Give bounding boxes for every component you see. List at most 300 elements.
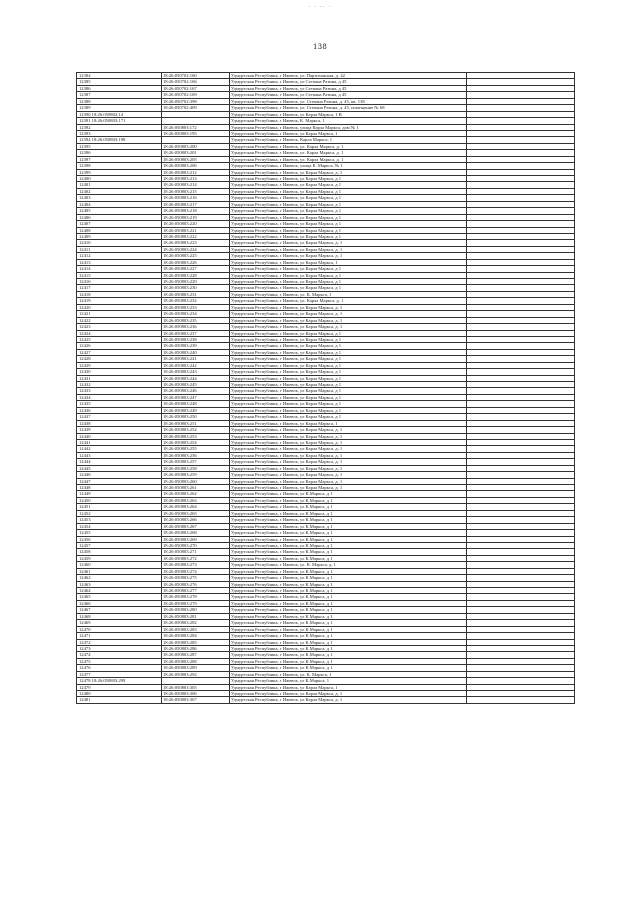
cadastral-number: 18:26:050803:235 — [162, 317, 230, 323]
row-number: 12431 — [79, 375, 91, 381]
address: Удмуртская Республика, г Ижевск, ул Карла Маркса, д 1 — [230, 375, 467, 381]
row-number: 12393 — [79, 130, 91, 136]
row-number: 12414 — [79, 266, 91, 272]
cadastral-number: 18:26:050803:258 — [162, 465, 230, 471]
address: Удмуртская Республика, г Ижевск, ул Карла Маркса, д. 1 — [230, 324, 467, 330]
row-number: 12457 — [79, 542, 91, 548]
cadastral-number: 18:26:050803:232 — [162, 298, 230, 304]
empty-cell — [467, 697, 575, 703]
row-number: 12403 — [79, 195, 91, 201]
address: Удмуртская Республика, г Ижевск, ул Карла Маркса, д. 1 — [230, 427, 467, 433]
cadastral-number: 18:26:050803:256 — [162, 452, 230, 458]
row-number: 12398 — [79, 163, 91, 169]
row-number: 12477 — [79, 671, 91, 677]
cadastral-number-left: 18:26:050802:14 — [91, 111, 124, 117]
row-number: 12400 — [79, 176, 91, 182]
row-number: 12416 — [79, 279, 91, 285]
cadastral-number: 18:26:050803:240 — [162, 349, 230, 355]
address: Удмуртская Республика, г Ижевск, ул Карла Маркса, 1 — [230, 130, 467, 136]
row-number: 12448 — [79, 485, 91, 491]
scan-marks: · · ·· · — [308, 4, 332, 11]
cadastral-number: 18:26:050803:246 — [162, 388, 230, 394]
address: Удмуртская Республика, г Ижевск, ул Карла Маркса, д 1 — [230, 394, 467, 400]
address: Удмуртская Республика, г Ижевск, ул. К. Маркса, д. 1 — [230, 562, 467, 568]
row-number: 12396 — [79, 150, 91, 156]
row-number: 12469 — [79, 620, 91, 626]
cadastral-number: 18:26:050803:255 — [162, 446, 230, 452]
address: Удмуртская Республика, г Ижевск, ул Карла Маркса, д 1 — [230, 279, 467, 285]
row-number: 12427 — [79, 349, 91, 355]
cadastral-number: 18:26:050803:227 — [162, 266, 230, 272]
cadastral-number: 18:26:050803:241 — [162, 356, 230, 362]
row-number: 12467 — [79, 607, 91, 613]
address: Удмуртская Республика, г Ижевск, ул Карла Маркса, д. 1 — [230, 240, 467, 246]
cadastral-number: 18:26:050803:261 — [162, 485, 230, 491]
row-number: 12455 — [79, 530, 91, 536]
cadastral-number: 18:26:050803:276 — [162, 581, 230, 587]
row-number: 12389 — [79, 105, 91, 111]
row-number: 12442 — [79, 446, 91, 452]
row-number: 12480 — [79, 691, 91, 697]
address: Удмуртская Республика, г Ижевск, ул К.Маркса, д 1 — [230, 575, 467, 581]
cadastral-number: 18:26:050803:234 — [162, 311, 230, 317]
row-number: 12385 — [79, 79, 91, 85]
address: Удмуртская Республика, г Ижевск, ул. Карла Маркса, д. 1 — [230, 150, 467, 156]
address: Удмуртская Республика, г Ижевск, ул К.Маркса, д 1 — [230, 497, 467, 503]
row-number: 12404 — [79, 201, 91, 207]
cadastral-number: 18:26:050803:281 — [162, 613, 230, 619]
address: Удмуртская Республика, г Ижевск, ул К.Маркса, д 1 — [230, 517, 467, 523]
row-number: 12432 — [79, 382, 91, 388]
row-number: 12394 — [79, 137, 91, 143]
row-number: 12420 — [79, 304, 91, 310]
row-number: 12390 — [79, 111, 91, 117]
cadastral-number: 18:26:050803:288 — [162, 658, 230, 664]
address: Удмуртская Республика, г Ижевск, ул Степана Разина, д 45 — [230, 85, 467, 91]
row-number: 12388 — [79, 98, 91, 104]
address: Удмуртская Республика, г Ижевск, ул Карла Маркса, д 1 — [230, 414, 467, 420]
cadastral-number: 18:26:050803:216 — [162, 195, 230, 201]
address: Удмуртская Республика, г Ижевск, ул Карла Маркса, д. 1 — [230, 478, 467, 484]
row-number: 12422 — [79, 317, 91, 323]
row-number: 12410 — [79, 240, 91, 246]
cadastral-number: 18:26:050803:230 — [162, 285, 230, 291]
address: Удмуртская Республика, г Ижевск, ул К.Маркса, д 1 — [230, 588, 467, 594]
cadastral-number: 18:26:050702:398 — [162, 98, 230, 104]
row-number: 12464 — [79, 588, 91, 594]
address: Удмуртская Республика, г Ижевск, ул Карла Маркса, д 1 — [230, 382, 467, 388]
address: Удмуртская Республика, г Ижевск, ул Карла Маркса, д 1 — [230, 227, 467, 233]
cadastral-number: 18:26:050803:205 — [162, 156, 230, 162]
row-number: 12392 — [79, 124, 91, 130]
row-number: 12461 — [79, 568, 91, 574]
address: Удмуртская Республика, г Ижевск, ул Карла Маркса, д 1 — [230, 349, 467, 355]
row-number: 12474 — [79, 652, 91, 658]
cadastral-number: 18:26:050702:166 — [162, 79, 230, 85]
address: Удмуртская Республика, г Ижевск, ул К.Маркса, д 1 — [230, 639, 467, 645]
row-number: 12399 — [79, 169, 91, 175]
address: Удмуртская Республика, г Ижевск, ул К.Маркса, д 1 — [230, 600, 467, 606]
cadastral-number: 18:26:050702:409 — [162, 105, 230, 111]
address: Удмуртская Республика, г Ижевск, ул Степана Разина, д 45 — [230, 79, 467, 85]
row-number: 12402 — [79, 188, 91, 194]
address: Удмуртская Республика, г Ижевск, ул К.Маркса, д 1 — [230, 645, 467, 651]
row-number: 12468 — [79, 613, 91, 619]
row-number: 12475 — [79, 658, 91, 664]
page-number: 138 — [313, 43, 327, 51]
address: Удмуртская Республика, г Ижевск, ул. К. Маркса, 1 — [230, 671, 467, 677]
row-number: 12436 — [79, 407, 91, 413]
row-number: 12395 — [79, 143, 91, 149]
row-number: 12450 — [79, 497, 91, 503]
row-number: 12462 — [79, 575, 91, 581]
address: Удмуртская Республика, г Ижевск, ул Карла Маркса, 1 — [230, 420, 467, 426]
address: Удмуртская Республика, г Ижевск, ул К.Маркса, д 1 — [230, 658, 467, 664]
row-number: 12425 — [79, 336, 91, 342]
row-number: 12421 — [79, 311, 91, 317]
cadastral-number: 18:26:050803:260 — [162, 478, 230, 484]
row-number: 12387 — [79, 92, 91, 98]
row-number: 12397 — [79, 156, 91, 162]
address: Удмуртская Республика, г Ижевск, ул Карла Маркса, д 1 — [230, 221, 467, 227]
cadastral-number: 18:26:050803:263 — [162, 497, 230, 503]
cadastral-number: 18:26:050803:223 — [162, 240, 230, 246]
cadastral-number: 18:26:050803:273 — [162, 562, 230, 568]
cadastral-number: 18:26:050803:275 — [162, 575, 230, 581]
address: Удмуртская Республика, г Ижевск, ул К.Маркса, д 1 — [230, 633, 467, 639]
row-number: 12406 — [79, 214, 91, 220]
cadastral-number-left: 18:26:050803:299 — [91, 678, 126, 684]
address: Удмуртская Республика, г Ижевск, ул Карла Маркса, д. 1 — [230, 246, 467, 252]
address: Удмуртская Республика, г Ижевск, улица К. Маркса, № 1 — [230, 163, 467, 169]
cadastral-number: 18:26:050803:222 — [162, 233, 230, 239]
cadastral-number: 18:26:050803:218 — [162, 208, 230, 214]
address: Удмуртская Республика, г Ижевск, ул Карла Маркса, д. 1 — [230, 485, 467, 491]
row-number: 12449 — [79, 491, 91, 497]
registry-table-body — [77, 73, 575, 704]
address: Удмуртская Республика, г Ижевск, ул. Карла Маркса, д. 1 — [230, 143, 467, 149]
cadastral-number: 18:26:050803:266 — [162, 517, 230, 523]
row-number: 12435 — [79, 401, 91, 407]
address: Удмуртская Республика, г Ижевск, ул. Степана Разина, д. 45, помещение № 68 — [230, 105, 467, 111]
cadastral-number: 18:26:050803:239 — [162, 343, 230, 349]
address: Удмуртская Республика, г Ижевск, ул К.Маркса, д 1 — [230, 594, 467, 600]
address: Удмуртская Республика, г Ижевск, ул К.Маркса, д 1 — [230, 504, 467, 510]
address: Удмуртская Республика, г Ижевск, ул Карла Маркса, д 1 — [230, 356, 467, 362]
row-number: 12473 — [79, 645, 91, 651]
row-number: 12424 — [79, 330, 91, 336]
row-number: 12471 — [79, 633, 91, 639]
row-number: 12453 — [79, 517, 91, 523]
address: Удмуртская Республика, г Ижевск, ул Карла Маркса, д 1 — [230, 272, 467, 278]
address: Удмуртская Республика, г Ижевск, Карла Маркса, 1 — [230, 137, 467, 143]
cadastral-number: 18:26:050803:259 — [162, 472, 230, 478]
cadastral-number: 18:26:050803:270 — [162, 542, 230, 548]
cadastral-number: 18:26:050803:229 — [162, 279, 230, 285]
row-number: 12476 — [79, 665, 91, 671]
cadastral-number: 18:26:050803:269 — [162, 536, 230, 542]
address: Удмуртская Республика, г Ижевск, ул Карла Маркса, д. 1 — [230, 697, 467, 703]
row-number: 12441 — [79, 439, 91, 445]
row-number: 12434 — [79, 394, 91, 400]
row-number: 12452 — [79, 510, 91, 516]
address: Удмуртская Республика, г Ижевск, ул. Степана Разина, д. 45, кв. 138 — [230, 98, 467, 104]
cadastral-number: 18:26:050803:274 — [162, 568, 230, 574]
row-number: 12472 — [79, 639, 91, 645]
cadastral-number: 18:26:050702:160 — [162, 73, 230, 79]
address: Удмуртская Республика, г Ижевск, ул Карла Маркса, д 1 — [230, 330, 467, 336]
cadastral-number: 18:26:050803:249 — [162, 407, 230, 413]
row-number: 12466 — [79, 600, 91, 606]
row-number: 12417 — [79, 285, 91, 291]
address: Удмуртская Республика, г Ижевск, ул К.Маркса, д 1 — [230, 607, 467, 613]
address: Удмуртская Республика, г Ижевск, ул Карла Маркса, 1 В — [230, 111, 467, 117]
address: Удмуртская Республика, г Ижевск, ул К.Маркса, д 1 — [230, 555, 467, 561]
address: Удмуртская Республика, г Ижевск, ул Карла Маркса, д. 1 — [230, 311, 467, 317]
row-number: 12470 — [79, 626, 91, 632]
address: Удмуртская Республика, г Ижевск, ул Карла Маркса, д. 1 — [230, 433, 467, 439]
table-row — [77, 697, 575, 703]
address: Удмуртская Республика, г Ижевск, ул Карла Маркса, д 1 — [230, 188, 467, 194]
row-number: 12391 — [79, 118, 91, 124]
cadastral-number: 18:26:050803:307 — [162, 697, 230, 703]
cadastral-number: 18:26:050803:268 — [162, 530, 230, 536]
cadastral-number: 18:26:050803:279 — [162, 600, 230, 606]
cadastral-number: 18:26:050803:257 — [162, 459, 230, 465]
row-number: 12401 — [79, 182, 91, 188]
cadastral-number: 18:26:050803:206 — [162, 163, 230, 169]
cadastral-number: 18:26:050803:247 — [162, 394, 230, 400]
cadastral-number-left: 18:26:050803:171 — [91, 118, 126, 124]
cadastral-number: 18:26:050803:172 — [162, 124, 230, 130]
address: Удмуртская Республика, г Ижевск, ул Карла Маркса, д. 1 — [230, 452, 467, 458]
address: Удмуртская Республика, г Ижевск, ул К.Маркса, д 1 — [230, 568, 467, 574]
registry-table — [76, 72, 575, 704]
row-number: 12478 — [79, 678, 91, 684]
cadastral-number: 18:26:050702:167 — [162, 85, 230, 91]
row-number: 12419 — [79, 298, 91, 304]
address: Удмуртская Республика, г Ижевск, К. Маркса, 1 — [230, 118, 467, 124]
row-number: 12407 — [79, 221, 91, 227]
row-number: 12458 — [79, 549, 91, 555]
address: Удмуртская Республика, г Ижевск, ул Карла Маркса, д. 1 — [230, 169, 467, 175]
cadastral-number: 18:26:050803:238 — [162, 336, 230, 342]
address: Удмуртская Республика, г Ижевск, ул Карла Маркса, 1 — [230, 684, 467, 690]
address: Удмуртская Республика, г Ижевск, ул. К. Маркса, 1 — [230, 291, 467, 297]
cadastral-number: 18:26:050803:251 — [162, 420, 230, 426]
row-number: 12451 — [79, 504, 91, 510]
address: Удмуртская Республика, г Ижевск, ул К.Маркса, 1 — [230, 678, 467, 684]
address: Удмуртская Республика, г Ижевск, ул Карла Маркса, д. 1 — [230, 439, 467, 445]
cadastral-number: 18:26:050803:243 — [162, 369, 230, 375]
address: Удмуртская Республика, г Ижевск, ул Карла Маркса, д 1 — [230, 343, 467, 349]
row-number: 12460 — [79, 562, 91, 568]
cadastral-number: 18:26:050803:305 — [162, 684, 230, 690]
address: Удмуртская Республика, г Ижевск, ул Карла Маркса, д 1 — [230, 266, 467, 272]
address: Удмуртская Республика, г Ижевск, ул Карла Маркса, д 1 — [230, 208, 467, 214]
cadastral-number: 18:26:050803:287 — [162, 652, 230, 658]
address: Удмуртская Республика, г Ижевск, ул Карла Маркса, д. 1 — [230, 691, 467, 697]
address: Удмуртская Республика, г Ижевск, ул К.Маркса, д 1 — [230, 652, 467, 658]
row-number: 12465 — [79, 594, 91, 600]
address: Удмуртская Республика, г Ижевск, ул Карла Маркса, д. 1 — [230, 317, 467, 323]
address: Удмуртская Республика, г Ижевск, ул Карла Маркса, д 1 — [230, 201, 467, 207]
address: Удмуртская Республика, г Ижевск, ул Карла Маркса, д 1 — [230, 336, 467, 342]
cadastral-number-left: 18:26:050803:198 — [91, 137, 126, 143]
cadastral-number: 18:26:050803:280 — [162, 607, 230, 613]
row-number: 12415 — [79, 272, 91, 278]
cadastral-number: 18:26:050803:215 — [162, 188, 230, 194]
cadastral-number: 18:26:050803:265 — [162, 510, 230, 516]
cadastral-number: 18:26:050803:236 — [162, 324, 230, 330]
row-number: 12459 — [79, 555, 91, 561]
row-number: 12428 — [79, 356, 91, 362]
row-number: 12481 — [79, 697, 91, 703]
row-number: 12479 — [79, 684, 91, 690]
cadastral-number: 18:26:050803:292 — [162, 671, 230, 677]
address: Удмуртская Республика, г Ижевск, ул К.Маркса, д 1 — [230, 620, 467, 626]
address: Удмуртская Республика, г Ижевск, ул Степана Разина, д 45 — [230, 92, 467, 98]
address: Удмуртская Республика, г Ижевск, ул К.Маркса, д 1 — [230, 523, 467, 529]
cadastral-number: 18:26:050803:277 — [162, 588, 230, 594]
cadastral-number: 18:26:050803:226 — [162, 259, 230, 265]
cadastral-number: 18:26:050803:237 — [162, 330, 230, 336]
row-number: 12409 — [79, 233, 91, 239]
cadastral-number: 18:26:050803:286 — [162, 645, 230, 651]
cadastral-number: 18:26:050803:282 — [162, 620, 230, 626]
address: Удмуртская Республика, г Ижевск, ул Карла Маркса, д. 1 — [230, 253, 467, 259]
address: Удмуртская Республика, г Ижевск, ул. Карла Маркса, д. 1 — [230, 298, 467, 304]
row-number: 12430 — [79, 369, 91, 375]
cadastral-number: 18:26:050803:252 — [162, 427, 230, 433]
row-number: 12454 — [79, 523, 91, 529]
row-number: 12411 — [79, 246, 91, 252]
cadastral-number: 18:26:050803:219 — [162, 214, 230, 220]
address: Удмуртская Республика, г Ижевск, ул Карла Маркса, д 1 — [230, 362, 467, 368]
registry-table-wrapper — [76, 72, 574, 704]
row-number: 12456 — [79, 536, 91, 542]
row-number: 12418 — [79, 291, 91, 297]
cadastral-number: 18:26:050803:214 — [162, 182, 230, 188]
cadastral-number: 18:26:050803:254 — [162, 439, 230, 445]
cadastral-number: 18:26:050803:231 — [162, 291, 230, 297]
row-number: 12429 — [79, 362, 91, 368]
cadastral-number: 18:26:050803:212 — [162, 169, 230, 175]
address: Удмуртская Республика, г Ижевск, ул Карла Маркса, д 1 — [230, 176, 467, 182]
row-number: 12405 — [79, 208, 91, 214]
cadastral-number: 18:26:050803:253 — [162, 433, 230, 439]
address: Удмуртская Республика, г Ижевск, ул. Партизанская, д. 42 — [230, 73, 467, 79]
address: Удмуртская Республика, г Ижевск, ул Карла Маркса, 1 — [230, 259, 467, 265]
address: Удмуртская Республика, г Ижевск, ул Карла Маркса, д 1 — [230, 285, 467, 291]
cadastral-number: 18:26:050803:221 — [162, 227, 230, 233]
cadastral-number: 18:26:050803:289 — [162, 665, 230, 671]
row-number: 12386 — [79, 85, 91, 91]
cadastral-number: 18:26:050702:169 — [162, 92, 230, 98]
cadastral-number: 18:26:050803:271 — [162, 549, 230, 555]
cadastral-number: 18:26:050803:285 — [162, 639, 230, 645]
address: Удмуртская Республика, г Ижевск, ул К.Маркса, д 1 — [230, 536, 467, 542]
cadastral-number: 18:26:050803:272 — [162, 555, 230, 561]
cadastral-number: 18:26:050803:262 — [162, 491, 230, 497]
row-number: 12384 — [79, 73, 91, 79]
cadastral-number: 18:26:050803:245 — [162, 382, 230, 388]
row-number: 12446 — [79, 472, 91, 478]
address: Удмуртская Республика, г Ижевск, ул Карла Маркса, д 1 — [230, 233, 467, 239]
address: Удмуртская Республика, г Ижевск, ул К.Маркса, д 1 — [230, 613, 467, 619]
address: Удмуртская Республика, г Ижевск, ул Карла Маркса, д 1 — [230, 407, 467, 413]
row-number: 12439 — [79, 427, 91, 433]
cadastral-number: 18:26:050803:244 — [162, 375, 230, 381]
row-number: 12443 — [79, 452, 91, 458]
address: Удмуртская Республика, г Ижевск, ул Карла Маркса, д 1 — [230, 388, 467, 394]
row-number: 12463 — [79, 581, 91, 587]
cadastral-number: 18:26:050803:267 — [162, 523, 230, 529]
cadastral-number: 18:26:050803:248 — [162, 401, 230, 407]
row-number: 12412 — [79, 253, 91, 259]
address: Удмуртская Республика, г Ижевск, ул Карла Маркса, д. 1 — [230, 446, 467, 452]
row-number-and-cadastral-cell — [77, 697, 162, 703]
row-number: 12445 — [79, 465, 91, 471]
row-number: 12423 — [79, 324, 91, 330]
cadastral-number: 18:26:050803:220 — [162, 221, 230, 227]
cadastral-number: 18:26:050803:225 — [162, 253, 230, 259]
address: Удмуртская Республика, г Ижевск, ул К.Маркса, д 1 — [230, 510, 467, 516]
cadastral-number: 18:26:050803:200 — [162, 143, 230, 149]
cadastral-number: 18:26:050803:217 — [162, 201, 230, 207]
row-number: 12426 — [79, 343, 91, 349]
cadastral-number: 18:26:050803:224 — [162, 246, 230, 252]
address: Удмуртская Республика, г Ижевск, ул Карла Маркса, д 1 — [230, 369, 467, 375]
address: Удмуртская Республика, г Ижевск, ул Карла Маркса, д. 1 — [230, 304, 467, 310]
cadastral-number: 18:26:050803:195 — [162, 130, 230, 136]
address: Удмуртская Республика, г Ижевск, ул К.Маркса, д 1 — [230, 542, 467, 548]
address: Удмуртская Республика, г Ижевск, ул. Карла Маркса, д. 1 — [230, 156, 467, 162]
address: Удмуртская Республика, г Ижевск, ул Карла Маркса, д 1 — [230, 401, 467, 407]
cadastral-number: 18:26:050803:213 — [162, 176, 230, 182]
cadastral-number: 18:26:050803:233 — [162, 304, 230, 310]
cadastral-number: 18:26:050803:278 — [162, 594, 230, 600]
address: Удмуртская Республика, г Ижевск, ул К.Маркса, д 1 — [230, 491, 467, 497]
cadastral-number: 18:26:050803:228 — [162, 272, 230, 278]
cadastral-number: 18:26:050803:283 — [162, 626, 230, 632]
cadastral-number: 18:26:050803:242 — [162, 362, 230, 368]
row-number: 12433 — [79, 388, 91, 394]
address: Удмуртская Республика, г Ижевск, улица Карла Маркса, дом № 1 — [230, 124, 467, 130]
address: Удмуртская Республика, г Ижевск, ул К.Маркса, д 1 — [230, 549, 467, 555]
address: Удмуртская Республика, г Ижевск, ул К.Маркса, д 1 — [230, 626, 467, 632]
address: Удмуртская Республика, г Ижевск, ул Карла Маркса, д 1 — [230, 195, 467, 201]
row-number: 12447 — [79, 478, 91, 484]
address: Удмуртская Республика, г Ижевск, ул К.Маркса, д 1 — [230, 581, 467, 587]
cadastral-number: 18:26:050803:284 — [162, 633, 230, 639]
row-number: 12437 — [79, 414, 91, 420]
address: Удмуртская Республика, г Ижевск, ул Карла Маркса, д 1 — [230, 182, 467, 188]
address: Удмуртская Республика, г Ижевск, ул Карла Маркса, д 1 — [230, 214, 467, 220]
address: Удмуртская Республика, г Ижевск, ул К.Маркса, д 1 — [230, 665, 467, 671]
row-number: 12408 — [79, 227, 91, 233]
address: Удмуртская Республика, г Ижевск, ул Карла Маркса, д. 1 — [230, 465, 467, 471]
address: Удмуртская Республика, г Ижевск, ул Карла Маркса, д. 1 — [230, 459, 467, 465]
row-number: 12444 — [79, 459, 91, 465]
cadastral-number: 18:26:050803:250 — [162, 414, 230, 420]
row-number: 12440 — [79, 433, 91, 439]
row-number: 12413 — [79, 259, 91, 265]
address: Удмуртская Республика, г Ижевск, ул К.Маркса, д 1 — [230, 530, 467, 536]
cadastral-number: 18:26:050803:264 — [162, 504, 230, 510]
cadastral-number: 18:26:050803:201 — [162, 150, 230, 156]
address: Удмуртская Республика, г Ижевск, ул Карла Маркса, д. 1 — [230, 472, 467, 478]
